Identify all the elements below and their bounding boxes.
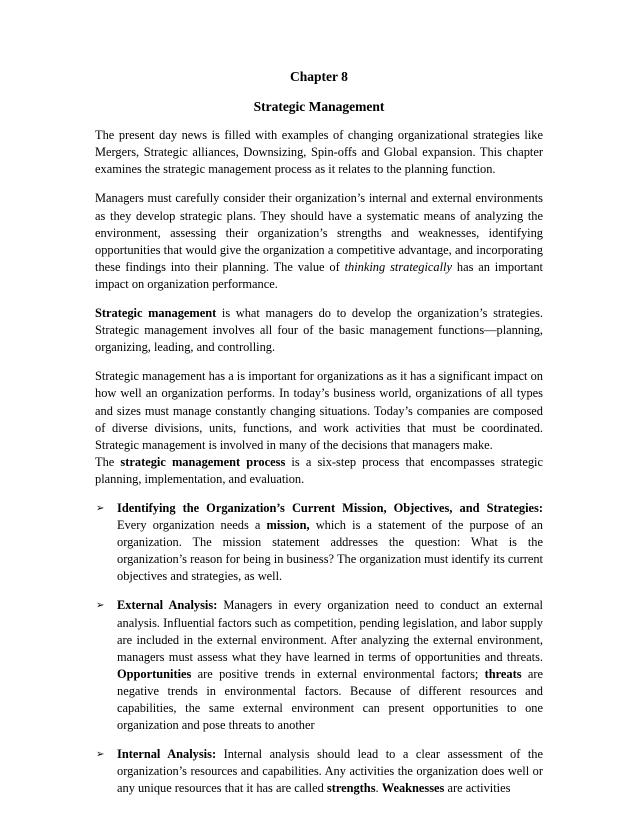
text-run: Managers must carefully consider their organization’s internal and external environments as they develop strategic plans. They should have a systematic means of analyzing the environment, assessing their organization’s strengths and weaknesses, identifying opportunities that would give the organization a competitive advantage, and incorporating these findings into their planning. The value of [95,191,543,274]
bullet-heading: Identifying the Organization’s Current Mission, Objectives, and Strategies: [117,500,543,515]
intro-paragraph: The present day news is filled with examples of changing organizational strategies like Mergers, Strategic alliances, Downsizing, Spin-offs and Global expansion. This chapter examines the strategic management process as it relates to the planning function. [95,128,543,177]
text-run: is what managers do to develop the organization’s strategies. Strategic management involves all four of the basic management functions—planning, organizing, leading, and controlling. [95,306,543,355]
term-strategic-management: Strategic management [95,306,217,321]
definition-paragraph [95,305,543,356]
chapter-heading: Chapter 8 [290,69,348,84]
arrow-bullet-icon: ➢ [96,600,105,612]
text-run: . [375,781,382,796]
term-strengths: strengths [326,781,376,796]
bullet-mission [95,500,543,585]
text-run: Managers in every organization need to conduct an external analysis. Influential factors such as competition, pending legislation, and labor supply are included in the external environment. After analyzing the external environment, managers must assess what they have learned in terms of opportunities and threats. [117,598,543,664]
term-opportunities: Opportunities [117,666,192,681]
bullet-external-analysis [95,597,543,734]
bullet-internal-analysis [95,746,543,797]
environment-paragraph [95,190,543,293]
text-run: are negative trends in environmental factors. Because of different resources and capabilities, the same external environment can present opportunities to one organization and pose threats to another [117,666,543,733]
text-run: are positive trends in external environmental factors; [191,666,485,681]
document-page [95,68,543,809]
bullet-heading: External Analysis: [117,598,218,613]
importance-paragraph: Strategic management has a is important for organizations as it has a significant impact on how well an organization performs. In today’s business world, organizations of all types and sizes must manage constantly changing situations. Today’s companies are composed of diverse divisions, units, functions, and work activities that must be coordinated. Strategic management is involved in many of the decisions that managers make. [95,369,543,452]
text-run: Every organization needs a [117,518,267,533]
text-run: Internal analysis should lead to a clear assessment of the organization’s resources and capabilities. Any activities the organization does well or any unique resources that it has are called [117,747,543,796]
text-run: are activities [444,781,511,796]
process-paragraph [95,454,543,488]
text-run: is a six-step process that encompasses strategic planning, implementation, and evaluation. [95,454,543,486]
term-process: strategic management process [120,454,286,469]
text-run: has an important impact on organization performance. [95,259,543,291]
bullet-heading: Internal Analysis: [117,747,217,762]
term-weaknesses: Weaknesses [381,781,445,796]
arrow-bullet-icon: ➢ [96,749,105,761]
arrow-bullet-icon: ➢ [96,502,105,514]
term-mission: mission, [266,518,310,533]
emphasis-text: thinking strategically [344,259,453,274]
chapter-title: Strategic Management [253,99,385,115]
text-run: which is a statement of the purpose of an organization. The mission statement addresses the question: What is the organization’s reason for being in business? The organization must identify its current objectives and strategies, as well. [117,518,543,584]
term-threats: threats [484,666,522,681]
text-run: The [95,454,121,469]
